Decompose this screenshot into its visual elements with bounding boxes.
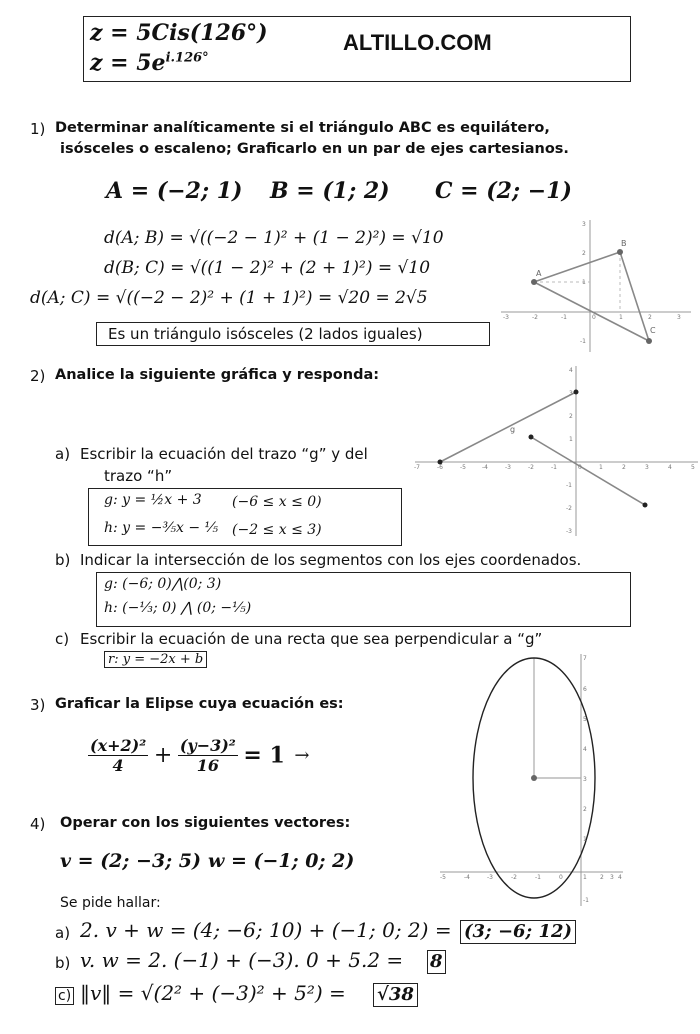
q1-xtick-2: 2	[648, 314, 652, 321]
q3-xtick: 2	[600, 874, 604, 881]
segments-graph	[410, 362, 700, 540]
ellipse-center	[531, 775, 537, 781]
brand-text: ALTILLO.COM	[343, 30, 492, 55]
q2-ytick: 4	[569, 367, 573, 374]
h-intersections: h: (−⅓; 0) ⋀ (0; −⅕)	[104, 600, 252, 616]
q3-title: Graficar la Elipse cuya ecuación es:	[55, 696, 344, 712]
q2c-text: Escribir la ecuación de una recta que sea perpendicular a “g”	[80, 630, 543, 648]
q3-ytick: 6	[583, 686, 587, 693]
q3-ytick: 7	[583, 655, 587, 662]
segment-h	[531, 437, 645, 505]
q3-xtick: 0	[559, 874, 563, 881]
q2a-label: a)	[55, 445, 71, 463]
segment-ab	[534, 252, 620, 282]
right-arrow-icon: →	[294, 745, 310, 766]
q4c-label: c)	[55, 987, 74, 1005]
plus-sign: +	[153, 743, 173, 768]
q2-ytick: 2	[569, 413, 573, 420]
q2-xtick: -3	[505, 464, 511, 471]
vector-v: v = (2; −3; 5)	[60, 850, 202, 872]
triangle-graph	[496, 216, 696, 356]
q3-number: 3)	[30, 696, 46, 714]
point-c: C = (2; −1)	[435, 178, 572, 204]
q1-xtick-3: 3	[677, 314, 681, 321]
ask-text: Se pide hallar:	[60, 895, 161, 911]
q2-xtick: 2	[622, 464, 626, 471]
q1-xtick-0: 0	[592, 314, 596, 321]
q4b-label: b)	[55, 954, 71, 972]
q1-ytick-1: 1	[582, 279, 586, 286]
q1-xtick-neg1: -1	[561, 314, 567, 321]
label-a: A	[536, 269, 542, 278]
g-equation: g: y = ½x + 3	[104, 492, 202, 508]
q3-ytick: 3	[583, 776, 587, 783]
q2-ytick: -3	[566, 528, 572, 535]
q3-xtick: -1	[535, 874, 541, 881]
label-b: B	[621, 239, 627, 248]
q4c-result: √38	[373, 983, 418, 1007]
q3-xtick: 3	[610, 874, 614, 881]
ellipse-graph	[435, 650, 625, 912]
distance-ac: d(A; C) = √((−2 − 2)² + (1 + 1)²) = √20 = 2√5	[30, 288, 428, 308]
exponential-form: $z = 5e^{i.126^\circ}$	[90, 50, 209, 76]
g-end-point	[574, 390, 579, 395]
q1-title-line1: Determinar analíticamente si el triángulo ABC es equilátero,	[55, 120, 550, 136]
q2-ytick: 3	[569, 390, 573, 397]
h-domain: (−2 ≤ x ≤ 3)	[232, 522, 322, 538]
q2-xtick: 3	[645, 464, 649, 471]
label-c: C	[650, 326, 656, 335]
distance-bc: d(B; C) = √((1 − 2)² + (2 + 1)²) = √10	[104, 258, 431, 278]
q3-xtick: -2	[511, 874, 517, 881]
q1-answer: Es un triángulo isósceles (2 lados iguales)	[108, 325, 423, 343]
q2a-text-line2: trazo “h”	[104, 467, 173, 485]
perpendicular-answer: r: y = −2x + b	[104, 651, 207, 668]
fraction-2-denominator: 16	[196, 756, 219, 775]
q2-xtick: -7	[414, 464, 420, 471]
q2-title: Analice la siguiente gráfica y responda:	[55, 367, 380, 383]
q1-xtick-neg2: -2	[532, 314, 538, 321]
q2-ytick: 1	[569, 436, 573, 443]
vertex-b	[617, 249, 623, 255]
q2-xtick: -6	[437, 464, 443, 471]
q4-title: Operar con los siguientes vectores:	[60, 815, 351, 831]
q3-ytick: 1	[583, 836, 587, 843]
q2-ytick: -1	[566, 482, 572, 489]
vertex-c	[646, 338, 652, 344]
q3-xtick: 1	[583, 874, 587, 881]
fraction-2-numerator: (y−3)²	[179, 736, 236, 755]
q4a-result: (3; −6; 12)	[460, 920, 576, 944]
q2b-text: Indicar la intersección de los segmentos con los ejes coordenados.	[80, 551, 582, 569]
q3-ytick: -1	[583, 897, 589, 904]
q3-ytick: 5	[583, 716, 587, 723]
q3-xtick: -3	[487, 874, 493, 881]
q2c-label: c)	[55, 630, 70, 648]
vector-w: w = (−1; 0; 2)	[208, 850, 355, 872]
q4c-expression: ‖v‖ = √(2² + (−3)² + 5²) =	[80, 981, 346, 1005]
q2-xtick: 5	[691, 464, 695, 471]
q2a-text-line1: Escribir la ecuación del trazo “g” y del	[80, 445, 368, 463]
ellipse-equation	[88, 736, 309, 775]
point-b: B = (1; 2)	[270, 178, 390, 204]
q2b-label: b)	[55, 551, 71, 569]
fraction-2	[178, 736, 238, 775]
h-equation: h: y = −⅗x − ⅕	[104, 520, 219, 536]
g-domain: (−6 ≤ x ≤ 0)	[232, 494, 322, 510]
q3-xtick: -4	[464, 874, 470, 881]
q4b-result: 8	[427, 950, 446, 974]
q4-number: 4)	[30, 815, 46, 833]
q2-xtick: 0	[578, 464, 582, 471]
q2-xtick: -2	[528, 464, 534, 471]
q4b-expression: v. w = 2. (−1) + (−3). 0 + 5.2 =	[80, 948, 404, 972]
q2-xtick: 1	[599, 464, 603, 471]
q1-xtick-1: 1	[619, 314, 623, 321]
q2-number: 2)	[30, 367, 46, 385]
q1-ytick-3: 3	[582, 221, 586, 228]
q4a-label: a)	[55, 924, 71, 942]
q1-ytick-neg1: -1	[580, 338, 586, 345]
q3-xtick: -5	[440, 874, 446, 881]
q1-title-line2: isósceles o escaleno; Graficarlo en un par de ejes cartesianos.	[60, 141, 569, 157]
fraction-1	[88, 736, 148, 775]
polar-form: z = 5Cis(126°)	[90, 20, 268, 46]
fraction-1-numerator: (x+2)²	[90, 736, 147, 755]
fraction-1-denominator: 4	[112, 756, 124, 775]
g-intersections: g: (−6; 0)⋀(0; 3)	[104, 576, 222, 592]
distance-ab: d(A; B) = √((−2 − 1)² + (1 − 2)²) = √10	[104, 228, 444, 248]
q2-xtick: 4	[668, 464, 672, 471]
vertex-a	[531, 279, 537, 285]
q1-number: 1)	[30, 120, 46, 138]
point-a: A = (−2; 1)	[106, 178, 243, 204]
q3-ytick: 2	[583, 806, 587, 813]
q1-ytick-2: 2	[582, 250, 586, 257]
h-start-point	[529, 435, 534, 440]
q2-xtick: -1	[551, 464, 557, 471]
q1-xtick-neg3: -3	[503, 314, 509, 321]
q3-ytick: 4	[583, 746, 587, 753]
equals-one: = 1	[243, 742, 285, 769]
q4a-expression: 2. v + w = (4; −6; 10) + (−1; 0; 2) =	[80, 918, 452, 942]
q3-xtick: 4	[618, 874, 622, 881]
q2-xtick: -4	[482, 464, 488, 471]
h-end-point	[643, 503, 648, 508]
label-g: g	[510, 425, 516, 434]
q2-ytick: -2	[566, 505, 572, 512]
q2-xtick: -5	[460, 464, 466, 471]
